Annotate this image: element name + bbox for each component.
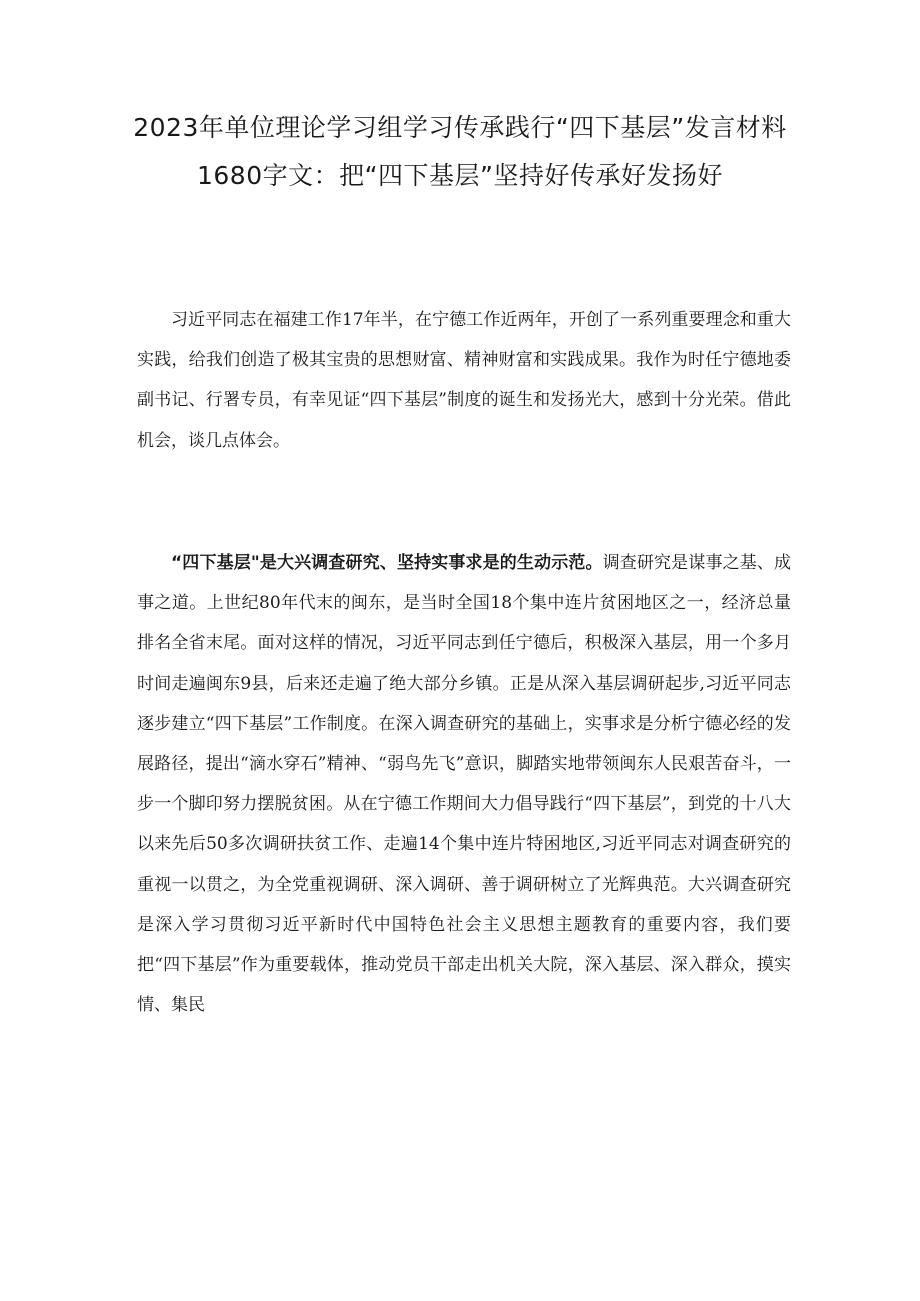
paragraph-intro-text: 习近平同志在福建工作17年半，在宁德工作近两年，开创了一系列重要理念和重大实践，给我们创造了极其宝贵的思想财富、精神财富和实践成果。我作为时任宁德地委副书记、行署专员，有幸见证“四下基层”制度的诞生和发扬光大，感到十分光荣。借此机会，谈几点体会。 (137, 310, 791, 451)
paragraph-intro (137, 300, 791, 461)
document-title: 2023年单位理论学习组学习传承践行“四下基层”发言材料1680字文：把“四下基层”坚持好传承好发扬好 (133, 113, 787, 190)
paragraph-investigation-lead: “四下基层"是大兴调查研究、坚持实事求是的生动示范。 (171, 553, 603, 573)
paragraph-investigation (137, 543, 791, 1025)
paragraph-investigation-text: 调查研究是谋事之基、成事之道。上世纪80年代末的闽东，是当时全国18个集中连片贫困地区之一，经济总量排名全省末尾。面对这样的情况，习近平同志到任宁德后，积极深入基层，用一个多月时间走遍闽东9县，后来还走遍了绝大部分乡镇。正是从深入基层调研起步,习近平同志逐步建立“四下基层”工作制度。在深入调查研究的基础上，实事求是分析宁德必经的发展路径，提出“滴水穿石”精神、“弱鸟先飞”意识，脚踏实地带领闽东人民艰苦奋斗，一步一个脚印努力摆脱贫困。从在宁德工作期间大力倡导践行“四下基层”，到党的十八大以来先后50多次调研扶贫工作、走遍14个集中连片特困地区,习近平同志对调查研究的重视一以贯之，为全党重视调研、深入调研、善于调研树立了光辉典范。大兴调查研究是深入学习贯彻习近平新时代中国特色社会主义思想主题教育的重要内容，我们要把“四下基层”作为重要载体，推动党员干部走出机关大院，深入基层、深入群众，摸实情、集民 (137, 553, 792, 1016)
